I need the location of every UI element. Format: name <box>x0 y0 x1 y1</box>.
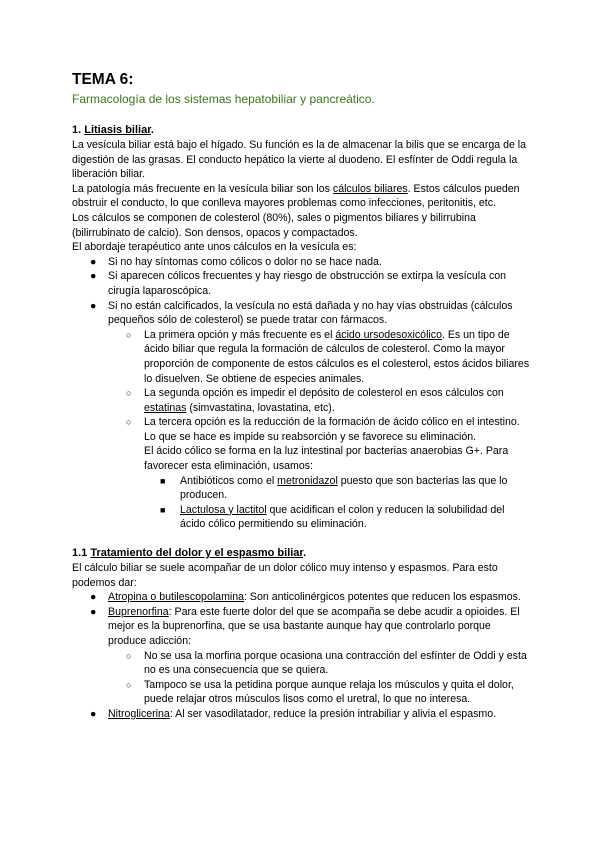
list-item-text: Si no están calcificados, la vesícula no está dañada y no hay vías obstruidas (cálculos pequeños sólo de colesterol) se puede tratar con fármacos. <box>108 299 513 327</box>
text-run: . Es un tipo de ácido biliar que regula la formación de cálculos de colesterol. Como la mayor proporción de componente de estos cálculos es el colesterol, estos ácidos biliares lo disuelven. Se obtiene de especies animales. <box>144 328 530 385</box>
bullet-list <box>72 255 532 532</box>
section-number: 1. <box>72 124 85 136</box>
paragraph: Los cálculos se componen de colesterol (80%), sales o pigmentos biliares y bilirrubina (bilirrubinato de calcio). Son densos, opacos y compactados. <box>72 211 476 239</box>
bullet-dot-icon: ● <box>90 270 97 283</box>
list-item <box>72 255 532 270</box>
underlined-term: estatinas <box>144 401 187 414</box>
sub-list-item <box>108 328 532 386</box>
paragraph: El cálculo biliar se suele acompañar de un dolor cólico muy intenso y espasmos. Para esto podemos dar: <box>72 562 498 589</box>
bullet-dot-icon: ● <box>90 605 97 618</box>
document-page <box>72 70 532 722</box>
paragraph <box>72 182 532 211</box>
underlined-term: ácido ursodesoxicólico <box>335 328 442 341</box>
list-item-text: Si no hay síntomas como cólicos o dolor no se hace nada. <box>108 255 382 268</box>
bullet-list <box>72 590 532 721</box>
list-item <box>72 590 532 605</box>
text-run: : Para este fuerte dolor del que se acompaña se debe acudir a opioides. El mejor es la buprenorfina, que se usa bastante aunque hay que controlarlo porque produce adicción: <box>108 605 520 647</box>
bullet-circle-icon: ○ <box>126 679 132 690</box>
underlined-term: Nitroglicerina <box>108 707 170 720</box>
bullet-square-icon: ■ <box>160 475 166 486</box>
list-item <box>72 707 532 722</box>
underlined-term: Buprenorfina <box>108 605 169 618</box>
page-subtitle: Farmacología de los sistemas hepatobiliar y pancreático. <box>72 92 375 106</box>
section-heading-dolor <box>72 546 532 561</box>
section-title: Tratamiento del dolor y el espasmo biliar <box>90 547 304 560</box>
list-item-text: Si aparecen cólicos frecuentes y hay riesgo de obstrucción se extirpa la vesícula con cirugía laparoscópica. <box>108 270 507 297</box>
sub-list <box>108 328 532 532</box>
spacer <box>72 532 532 546</box>
text-run: : Son anticolinérgicos potentes que reducen los espasmos. <box>244 591 521 604</box>
bullet-square-icon: ■ <box>160 504 166 515</box>
paragraph: El abordaje terapéutico ante unos cálculos en la vesícula es: <box>72 241 357 254</box>
sub-list-item <box>108 649 532 678</box>
underlined-term: metronidazol <box>277 474 338 487</box>
page-title: TEMA 6: <box>72 71 134 88</box>
bullet-circle-icon: ○ <box>126 650 132 661</box>
sub-sub-list-item <box>144 474 532 503</box>
text-run: No se usa la morfina porque ocasiona una contracción del esfínter de Oddi y esta no es una consecuencia que se quiera. <box>144 649 527 677</box>
underlined-term: Atropina o butilescopolamina <box>108 591 245 604</box>
section-number: 1.1 <box>72 547 91 560</box>
list-item <box>72 269 532 298</box>
text-run: El ácido cólico se forma en la luz intestinal por bacterias anaerobias G+. Para favorecer esta eliminación, usamos: <box>144 445 509 473</box>
sub-list <box>108 649 532 707</box>
section-heading-litiasis <box>72 123 532 138</box>
sub-sub-list <box>144 474 532 532</box>
paragraph: La vesícula biliar está bajo el hígado. Su función es la de almacenar la bilis que se encarga de la digestión de las grasas. El conducto hepático la vierte al duodeno. El esfínter de Oddi regula la liberación biliar. <box>72 139 527 181</box>
section-title-end: . <box>303 547 307 560</box>
sub-list-item <box>108 415 532 532</box>
bullet-dot-icon: ● <box>90 591 97 604</box>
text-run: La patología más frecuente en la vesícula biliar son los <box>72 182 333 195</box>
underlined-term: Lactulosa y lactitol <box>180 503 267 516</box>
bullet-dot-icon: ● <box>90 707 97 720</box>
text-run: Antibióticos como el <box>180 474 278 487</box>
sub-list-item <box>108 678 532 707</box>
text-run: . Estos cálculos pueden obstruir el conducto, lo que conlleva mayores problemas como infecciones, peritonitis, etc. <box>72 182 520 210</box>
bullet-circle-icon: ○ <box>126 388 132 399</box>
text-run: que acidifican el colon y reducen la solubilidad del ácido cólico permitiendo su eliminación. <box>180 503 505 531</box>
text-run: (simvastatina, lovastatina, etc). <box>186 401 335 414</box>
text-run: La segunda opción es impedir el depósito de colesterol en esos cálculos con <box>144 387 504 400</box>
text-run: La tercera opción es la reducción de la formación de ácido cólico en el intestino. Lo que se hace es impide su reabsorción y se favorece su eliminación. <box>144 416 520 443</box>
section-title-end: . <box>150 124 154 136</box>
text-run: puesto que son bacterias las que lo producen. <box>180 474 508 502</box>
sub-sub-list-item <box>144 503 532 532</box>
text-run: Tampoco se usa la petidina porque aunque relaja los músculos y quita el dolor, puede relajar otros músculos lisos como el uretral, lo que no interesa. <box>144 678 514 706</box>
sub-list-item <box>108 386 532 415</box>
underlined-term: cálculos biliares <box>332 182 408 195</box>
bullet-circle-icon: ○ <box>126 417 132 428</box>
bullet-circle-icon: ○ <box>126 329 132 340</box>
bullet-dot-icon: ● <box>90 299 97 312</box>
text-run: : Al ser vasodilatador, reduce la presión intrabiliar y alivia el espasmo. <box>169 707 497 720</box>
list-item <box>72 299 532 533</box>
section-title: Litiasis biliar <box>84 124 151 136</box>
bullet-dot-icon: ● <box>90 255 97 268</box>
text-run: La primera opción y más frecuente es el <box>144 328 336 341</box>
list-item <box>72 605 532 707</box>
